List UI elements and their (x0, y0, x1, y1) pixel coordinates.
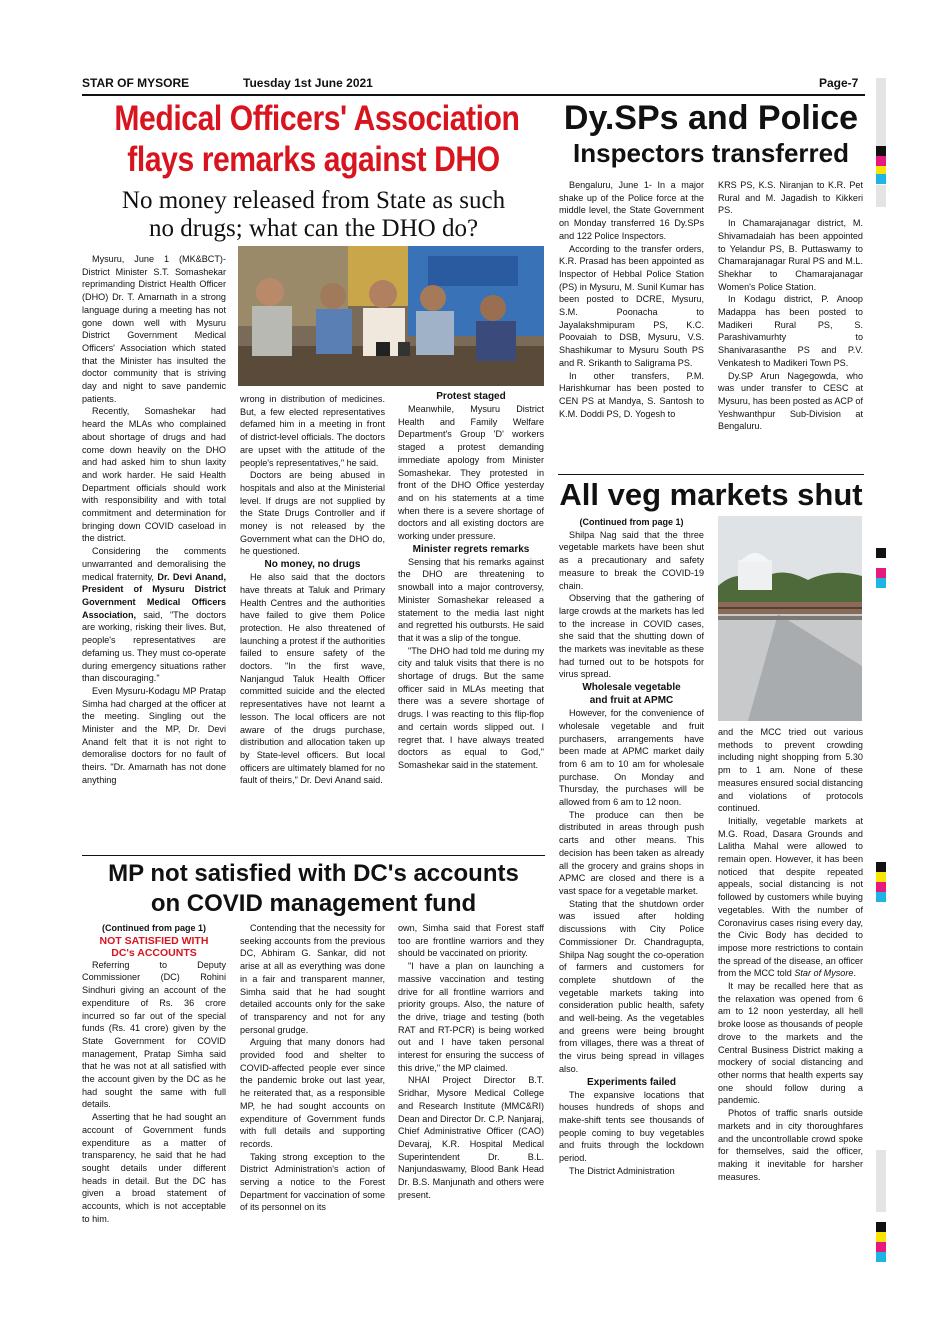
mp-col3-paragraph: own, Simha said that Forest staff too are frontline warriors and they should be vaccinated on priority. (398, 923, 544, 959)
article-separator (82, 855, 545, 856)
mp-column-1 (82, 922, 226, 1225)
veg-col2-paragraph (718, 815, 863, 980)
police-col1-paragraph: According to the transfer orders, K.R. Prasad has been appointed as Inspector of Hebbal Police Station (PS) in Mysuru, M. Sunil Kumar has been posted to DCRE, Mysuru, S.M. Poonacha to Jayalakshmipuram PS, K.C. Poovaiah to DSB, Mysuru, V.S. Shashikumar to Mysuru South PS and R. Srikanth to Saligrama PS. (559, 243, 704, 368)
police-col1-paragraph: Bengaluru, June 1- In a major shake up of the Police force at the middle level, the State Government on Monday transferred 16 Dy.SPs and 122 Police Inspectors. (559, 180, 704, 241)
moa-col2-paragraph: Doctors are being abused in hospitals and also at the Ministerial level. If drugs are not supplied by the State Drugs Controller and if money is not released by the Government what can the DHO do, he questioned. (240, 470, 385, 557)
moa-col3-paragraph: Sensing that his remarks against the DHO are threatening to snowball into a major controversy, Minister Somashekar released a statement to the media last night and regretted his outbursts. He said that it was a slip of the tongue. (398, 556, 544, 643)
moa-subheadline-line2: no drugs; what can the DHO do? (148, 215, 479, 242)
mp-col3-paragraph: NHAI Project Director B.T. Sridhar, Mysore Medical College and Research Institute (MMC&RI) Dean and Director Dr. C.P. Nanjaraj, Chief Administrative Officer (CAO) Devaraj, K.R. Hospital Medical Superintendent Dr. B.L. Nanjundaswamy, Blood Bank Head Dr. B.S. Manjunath and others were present. (398, 1075, 544, 1200)
veg-column-2 (718, 726, 863, 1183)
moa-col3-subhead: Minister regrets remarks (412, 543, 530, 555)
moa-column-2 (240, 393, 385, 787)
moa-col1-paragraph: Recently, Somashekar had heard the MLAs who complained about shortage of drugs and had come down heavily on the DHO and had asked him to shun laxity and work harder. He said Health Department officials should work with responsibility and with total commitment and determination for bringing down COVID caseload in the district. (82, 406, 226, 544)
police-col1-paragraph: In other transfers, P.M. Harishkumar has been posted to CEN PS at Mandya, S. Santosh to K.M. Doddi PS, D. Yogesh to (559, 370, 704, 419)
closed-market-photo (718, 516, 862, 721)
veg-col1-paragraph: However, for the convenience of wholesale vegetable and fruit purchasers, arrangements have been made at APMC market daily from 6 am to 10 am for wholesale purchase. On Monday and Thursday, the purchases will be allowed from 6 am to 12 noon. (559, 708, 704, 808)
moa-col3-subhead: Protest staged (436, 391, 506, 402)
reg-mark-black (876, 862, 886, 872)
press-meet-photo-art (238, 246, 544, 386)
veg-continued-note: (Continued from page 1) (579, 517, 684, 527)
reg-mark-yellow (876, 872, 886, 882)
police-headline-line1: Dy.SPs and Police (563, 99, 859, 137)
mp-headline-line1: MP not satisfied with DC's accounts (108, 860, 519, 887)
mp-col1-paragraph: Referring to Deputy Commissioner (DC) Rohini Sindhuri giving an account of the expenditure of Rs. 36 crore incurred so far out of the special funds (Rs. 41 crore) given by the State Government for COVID management, Pratap Simha said that he was not at all satisfied with the account given by the DC as he had sought the same with full details. (82, 959, 226, 1110)
veg-col2-paragraph: and the MCC tried out various methods to prevent crowding including night shopping from 5.30 pm to 1 am. None of these measures ensured social distancing and violations of protocols continued. (718, 727, 863, 814)
veg-col2-p2-italic: Star of Mysore (794, 968, 854, 979)
moa-col2-paragraph: wrong in distribution of medicines. But, a few elected representatives defamed him in a meeting in front of district-level officials. The doctors are upset with the attitude of the people's representatives," he said. (240, 394, 385, 468)
moa-col1-paragraph (82, 545, 226, 685)
page-number: Page-7 (819, 76, 859, 90)
mp-col3-paragraph: "I have a plan on launching a massive vaccination and testing drive for all frontline warriors and priority groups. Also, the nature of the drive, triage and testing (both RAT and RT-PCR) is being worked out and I have taken personal interest for ensuring the success of this drive," the MP claimed. (398, 961, 544, 1073)
veg-col1-subhead-line1: Wholesale vegetable (582, 682, 681, 694)
veg-column-1 (559, 516, 704, 1177)
reg-mark-black (876, 146, 886, 156)
police-column-1 (559, 179, 704, 420)
reg-mark-black (876, 1222, 886, 1232)
mp-column-3 (398, 922, 544, 1201)
veg-headline: All veg markets shut (559, 477, 863, 512)
mp-headline-line2: on COVID management fund (150, 890, 477, 917)
masthead-date: Tuesday 1st June 2021 (243, 76, 373, 90)
reg-mark-cyan (876, 1252, 886, 1262)
police-col2-paragraph: Dy.SP Arun Nagegowda, who was under transfer to CESC at Mysuru, has been posted as ACP of Yeshwanthpur Sub-Division at Bengaluru. (718, 370, 863, 432)
police-col2-paragraph: KRS PS, K.S. Niranjan to K.R. Pet Rural and M. Jagadish to Kikkeri PS. (718, 180, 863, 216)
reg-mark-yellow (876, 1232, 886, 1242)
veg-col2-paragraph: It may be recalled here that as the relaxation was opened from 6 am to 12 noon yesterday, all hell broke loose as thousands of people drove to the markets and the Central Business District making a mockery of social distancing and other norms that health experts say one should follow during a pandemic. (718, 981, 863, 1106)
reg-mark-black (876, 548, 886, 558)
mp-col1-paragraph: Asserting that he had sought an account of Government funds expenditure as a matter of transparency, he said that he had sought details under different heads in detail. But the DC has given a broad statement of accounts, which is not acceptable to him. (82, 1112, 226, 1224)
veg-col1-paragraph: Shilpa Nag said that the three vegetable markets have been shut as a precautionary and safety measure to break the COVID-19 chain. (559, 529, 704, 591)
press-meet-photo (238, 246, 544, 386)
veg-col1-subhead-line2: and fruit at APMC (589, 695, 674, 707)
police-col2-paragraph: In Kodagu district, P. Anoop Madappa has been posted to Madikeri Rural PS, S. Parashivamurhty to Shanivarasanthe PS and P.V. Venkatesh to Madikeri Town PS. (718, 294, 863, 368)
moa-col1-paragraph: Even Mysuru-Kodagu MP Pratap Simha had charged at the officer at the meeting. Singling out the Minister and the MP, Dr. Devi Anand felt that it is not right to demoralise doctors for no fault of theirs. "Dr. Amarnath has not done anything (82, 685, 226, 785)
veg-col2-paragraph: Photos of traffic snarls outside markets and in city thoroughfares and the uncontrollable crowd spoke for themselves, said the officer, making it inevitable for harsher measures. (718, 1108, 863, 1182)
margin-strip (876, 185, 886, 207)
moa-column-1 (82, 253, 226, 787)
reg-mark-cyan (876, 578, 886, 588)
moa-headline-line2: flays remarks against DHO (127, 140, 500, 179)
police-headline-line2: Inspectors transferred (573, 138, 849, 168)
moa-subheadline-line1: No money released from State as such (121, 187, 506, 214)
veg-col1-paragraph: The District Administration (569, 1165, 675, 1176)
mp-red-subhead-line1: NOT SATISFIED WITH (99, 934, 209, 947)
margin-strip (876, 78, 886, 146)
masthead-paper-name: STAR OF MYSORE (82, 76, 190, 90)
mp-red-subhead-line2: DC's ACCOUNTS (111, 946, 197, 959)
mp-column-2 (240, 922, 385, 1214)
reg-mark-magenta (876, 882, 886, 892)
moa-col1-paragraph: Mysuru, June 1 (MK&BCT)- District Minister S.T. Somashekar reprimanding District Health Officer (DHO) Dr. T. Amarnath in a strong language during a meeting has not gone down well with Mysuru District Government Medical Officers' Association which stated that the Minister has insulted the doctor community that is striving day and night to save pandemic patients. (82, 254, 226, 404)
veg-col1-paragraph: Stating that the shutdown order was issued after holding discussions with City Police Commissioner Dr. Chandragupta, Shilpa Nag sought the co-operation of farmers and customers for complete shutdown of the vegetable markets taking into consideration public health, safety and well-being. As the vegetables and greens were being brought from villages, there was a threat of the virus being spread in villages also. (559, 898, 704, 1074)
veg-col2-p2-text: Initially, vegetable markets at M.G. Road, Dasara Grounds and Lalitha Mahal were allowed to remain open. However, it has been noticed that despite repeated appeals, social distancing is not followed by customers while buying vegetables. With the number of Coronavirus cases rising every day, the Civic Body has decided to impose more restrictions to contain the spread of the disease, an officer from the MCC told (718, 815, 863, 979)
veg-col1-subhead: Experiments failed (587, 1076, 676, 1088)
reg-mark-cyan (876, 174, 886, 184)
moa-col1-p3-bold: Dr. Devi Anand, President of Mysuru District Government Medical Officers Association, (82, 571, 226, 620)
reg-mark-magenta (876, 156, 886, 166)
moa-column-3 (398, 390, 544, 772)
moa-col1-p3-post: said, "The doctors are working, risking their lives. But, people's representatives are defaming us. They must co-operate during emergency situations rather than discouraging." (82, 609, 226, 684)
veg-col1-paragraph: The produce can then be distributed in areas through push carts and other means. This decision has been taken as already all the grocery and grains shops in APMC are closed and there is a vast space for a vegetable market. (559, 809, 704, 896)
moa-col3-paragraph: "The DHO had told me during my city and taluk visits that there is no shortage of drugs. But the same officer said in MLAs meeting that there was a severe shortage of drugs. I was reacting to this flip-flop and certain words slipped out. I regret that. I have always treated doctors as equal to God," Somashekar said in the statement. (398, 645, 544, 770)
margin-strip (876, 1150, 886, 1212)
moa-col2-paragraph: He also said that the doctors have threats at Taluk and Primary Health Centres and the authorities have failed to give them Police protection. He also threatened of launching a protest if the authorities failed to ensure safety of the doctors. "In the first wave, Nanjangud Taluk Health Officer committed suicide and the elected representatives have not learnt a lesson. The local officers are not aware of the drugs purchase, distribution and allocation taken up by State-level officers. But local officers are ultimately blamed for no fault of theirs," Dr. Devi Anand said. (240, 572, 385, 786)
mp-col2-paragraph: Arguing that many donors had provided food and shelter to COVID-affected people ever since the pandemic broke out last year, he reiterated that, as a responsible MP, he had sought accounts on expenditure of Government funds with full details and supporting records. (240, 1037, 385, 1149)
reg-mark-cyan (876, 892, 886, 902)
moa-col3-paragraph: Meanwhile, Mysuru District Health and Family Welfare Department's Group 'D' workers staged a protest demanding immediate apology from Minister Somashekar. They protested in front of the DHO Office yesterday and on his statements at a time when there is a severe shortage of doctors and all existing doctors are working under pressure. (398, 404, 544, 542)
closed-market-photo-art (718, 516, 862, 721)
moa-col2-subhead: No money, no drugs (264, 559, 361, 571)
reg-mark-magenta (876, 568, 886, 578)
mp-col2-paragraph: Contending that the necessity for seeking accounts from the previous DC, Abhiram G. Sankar, did not arise at all as everything was done in a fair and transparent manner, Simha said that he had sought detailed accounts only for the sake of transparency and not for any personal grudge. (240, 923, 385, 1035)
moa-headline-line1: Medical Officers' Association (114, 99, 520, 138)
veg-col1-paragraph: The expansive locations that houses hundreds of shops and make-shift tents see thousands of people coming to buy vegetables and fruits through the lockdown period. (559, 1089, 704, 1164)
mp-continued-note: (Continued from page 1) (102, 923, 206, 933)
mp-col2-paragraph: Taking strong exception to the District Administration's action of serving a notice to the Forest Department for vaccination of some of its personnel on its (240, 1151, 385, 1213)
moa-col1-p3-pre: Considering the comments unwarranted and demoralising the medical fraternity, (82, 546, 226, 582)
veg-col1-paragraph: Observing that the gathering of large crowds at the markets has led to the increase in COVID cases, she said that the shutting down of the markets was inevitable as these had turned out to be hotspots for virus spread. (559, 593, 704, 680)
header-rule (82, 94, 865, 96)
article-separator (558, 474, 864, 475)
police-column-2 (718, 179, 863, 433)
reg-mark-magenta (876, 1242, 886, 1252)
police-col2-paragraph: In Chamarajanagar district, M. Shivamadaiah has been appointed to Yelandur PS, B. Puttaswamy to Chamarajanagar Rural PS and M.L. Shekhar to Chamarajanagar Women's Police Station. (718, 218, 863, 292)
veg-col2-p2-end: . (853, 968, 856, 979)
